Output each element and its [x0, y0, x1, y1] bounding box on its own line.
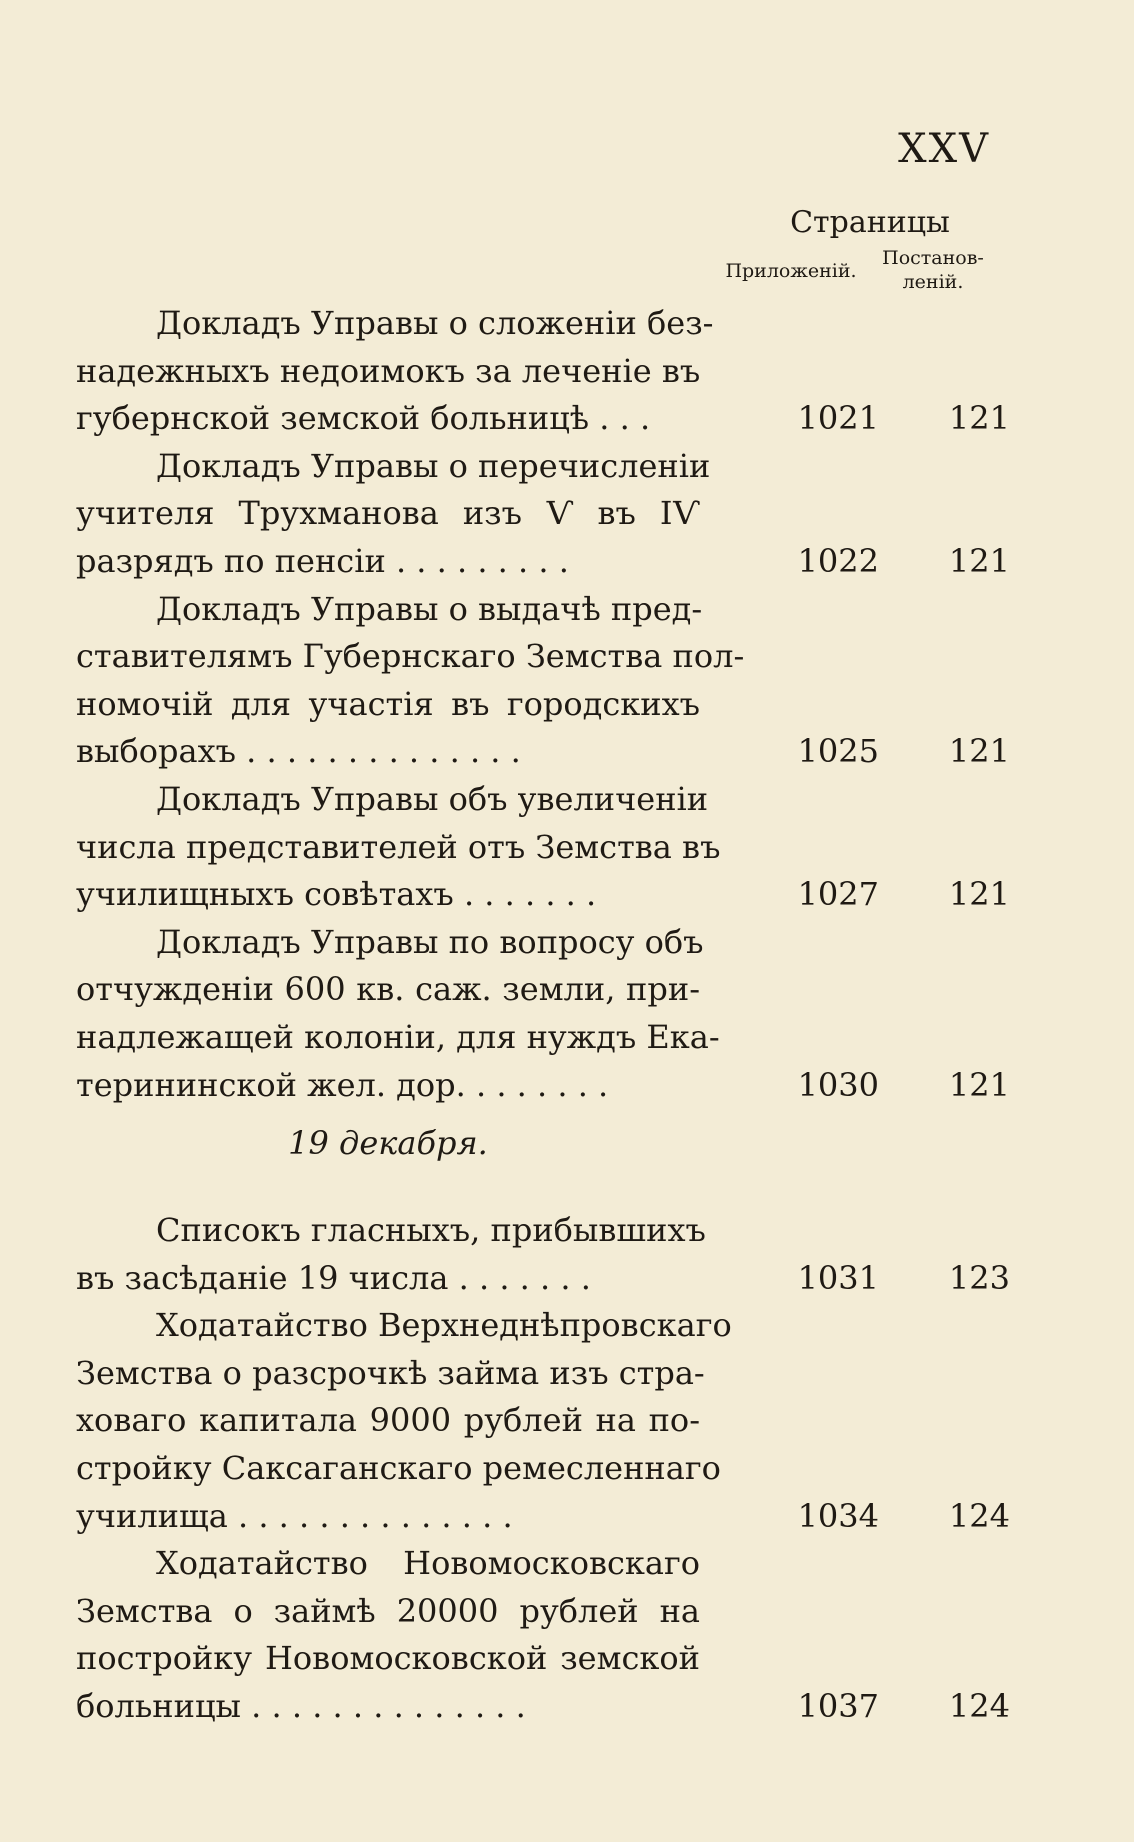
- toc-entry-line-row: [76, 1255, 1016, 1303]
- toc-entry-text: стройку Саксаганскаго ремесленнаго: [76, 1449, 721, 1488]
- toc-entry-line-row: [76, 871, 1016, 919]
- toc-entry-text: постройку Новомосковской земской: [76, 1639, 700, 1678]
- toc-entry-text: надлежащей колоніи, для нуждъ Ека-: [76, 1017, 720, 1056]
- page-number: XXV: [898, 126, 990, 172]
- resolution-page-number: 121: [948, 875, 1010, 914]
- toc-entry-line-row: [76, 681, 1016, 729]
- toc-entry-text: Докладъ Управы о выдачѣ пред-: [156, 589, 703, 628]
- toc-entry-line-row: [76, 1493, 1016, 1541]
- appendix-page-number: 1025: [797, 732, 879, 771]
- appendices-column-header: Приложеній.: [725, 260, 857, 282]
- toc-entry-line-row: [76, 1207, 1016, 1255]
- toc-entry-text: Земства о разсрочкѣ займа изъ стра-: [76, 1353, 705, 1392]
- toc-entry-text: Докладъ Управы о перечисленіи: [156, 446, 711, 485]
- toc-entry-line-row: [76, 1014, 1016, 1062]
- toc-entry-line-row: [76, 300, 1016, 348]
- appendix-page-number: 1037: [797, 1687, 879, 1726]
- appendix-page-number: 1034: [797, 1496, 879, 1535]
- toc-entry-text: учителя Трухманова изъ Ѵ въ IѴ: [76, 494, 700, 533]
- toc-entry-text: Докладъ Управы по вопросу объ: [156, 922, 704, 961]
- appendix-page-number: 1021: [797, 399, 879, 438]
- toc-entry-text: ховаго капитала 9000 рублей на по-: [76, 1401, 700, 1440]
- toc-entry-line-row: [76, 1302, 1016, 1350]
- toc-entry-text: училищныхъ совѣтахъ . . . . . . .: [76, 875, 597, 914]
- toc-entry-line-row: [76, 728, 1016, 776]
- toc-entry-text: больницы . . . . . . . . . . . . . .: [76, 1687, 526, 1726]
- appendix-page-number: 1022: [797, 541, 879, 580]
- toc-entry-line-row: [76, 824, 1016, 872]
- resolution-page-number: 121: [948, 541, 1010, 580]
- resolutions-header-line: Постанов-: [882, 247, 984, 269]
- toc-entry-text: номочій для участія въ городскихъ: [76, 684, 700, 723]
- toc-entry-text: губернской земской больницѣ . . .: [76, 399, 651, 438]
- toc-entry-line-row: [76, 919, 1016, 967]
- toc-entry-line-row: [76, 348, 1016, 396]
- toc-entry-line-row: [76, 1062, 1016, 1110]
- resolution-page-number: 121: [948, 1065, 1010, 1104]
- toc-entries: [76, 300, 1016, 1731]
- toc-entry-line-row: [76, 1540, 1016, 1588]
- pages-header: Страницы: [790, 205, 950, 240]
- toc-entry-line-row: [76, 966, 1016, 1014]
- toc-entry-text: Ходатайство Новомосковскаго: [156, 1544, 700, 1583]
- toc-entry-line-row: [76, 1635, 1016, 1683]
- toc-entry: [76, 919, 1016, 1109]
- toc-entry-text: въ засѣданіе 19 числа . . . . . . .: [76, 1258, 591, 1297]
- toc-entry-line-row: [76, 490, 1016, 538]
- toc-entry-line-row: [76, 633, 1016, 681]
- resolution-page-number: 121: [948, 399, 1010, 438]
- toc-entry-text: Докладъ Управы объ увеличеніи: [156, 779, 709, 818]
- toc-group-2: [76, 1207, 1016, 1731]
- toc-entry-line-row: [76, 443, 1016, 491]
- toc-entry: [76, 1540, 1016, 1730]
- toc-entry-text: терининской жел. дор. . . . . . . .: [76, 1065, 609, 1104]
- resolution-page-number: 124: [948, 1687, 1010, 1726]
- toc-entry: [76, 1207, 1016, 1302]
- toc-entry: [76, 1302, 1016, 1540]
- appendix-page-number: 1030: [797, 1065, 879, 1104]
- toc-entry-text: ставителямъ Губернскаго Земства пол-: [76, 637, 745, 676]
- toc-entry-text: Списокъ гласныхъ, прибывшихъ: [156, 1211, 706, 1250]
- resolutions-header-line: леній.: [902, 271, 964, 293]
- toc-entry: [76, 300, 1016, 443]
- toc-entry-line-row: [76, 776, 1016, 824]
- toc-entry-text: Докладъ Управы о сложеніи без-: [156, 304, 714, 342]
- appendix-page-number: 1027: [797, 875, 879, 914]
- toc-entry-line-row: [76, 1445, 1016, 1493]
- toc-group-1: [76, 300, 1016, 1109]
- resolution-page-number: 124: [948, 1496, 1010, 1535]
- toc-entry-line-row: [76, 1397, 1016, 1445]
- resolutions-column-header: [870, 246, 996, 294]
- resolution-page-number: 123: [948, 1258, 1010, 1297]
- toc-entry-line-row: [76, 1588, 1016, 1636]
- toc-entry-text: числа представителей отъ Земства въ: [76, 827, 721, 866]
- toc-entry-text: отчужденіи 600 кв. саж. земли, при-: [76, 970, 700, 1009]
- toc-entry-line-row: [76, 538, 1016, 586]
- toc-entry-text: надежныхъ недоимокъ за леченіе въ: [76, 351, 701, 390]
- toc-entry-line-row: [76, 1350, 1016, 1398]
- toc-entry-text: Земства о займѣ 20000 рублей на: [76, 1591, 700, 1630]
- toc-entry-line-row: [76, 586, 1016, 634]
- toc-entry-text: Ходатайство Верхнеднѣпровскаго: [156, 1306, 732, 1345]
- toc-entry-text: выборахъ . . . . . . . . . . . . . .: [76, 732, 521, 771]
- toc-entry-text: разрядъ по пенсіи . . . . . . . . .: [76, 541, 569, 580]
- toc-entry: [76, 443, 1016, 586]
- resolution-page-number: 121: [948, 732, 1010, 771]
- toc-entry-text: училища . . . . . . . . . . . . . .: [76, 1496, 513, 1535]
- date-heading: 19 декабря.: [288, 1124, 488, 1163]
- toc-entry-line-row: [76, 1683, 1016, 1731]
- toc-entry-line-row: [76, 395, 1016, 443]
- toc-entry: [76, 776, 1016, 919]
- appendix-page-number: 1031: [797, 1258, 879, 1297]
- toc-entry: [76, 586, 1016, 776]
